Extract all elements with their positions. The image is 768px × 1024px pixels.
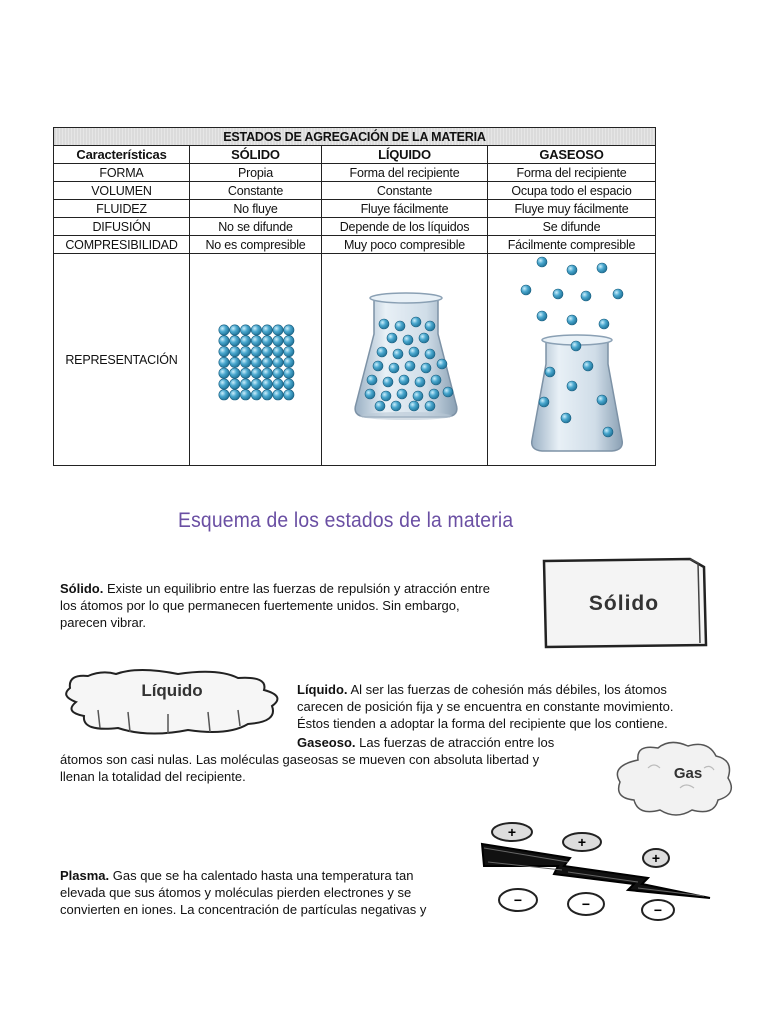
plus-ion-icon	[563, 833, 601, 851]
liquid-line: Éstos tienden a adoptar la forma del recipiente que los contiene.	[297, 716, 668, 731]
particle-icon	[230, 325, 240, 335]
particle-icon	[273, 325, 283, 335]
table-row	[54, 218, 656, 236]
plus-ion-icon	[643, 849, 669, 867]
liquid-cloud-icon	[58, 666, 288, 740]
states-table	[53, 127, 656, 466]
cell: Fluye fácilmente	[322, 200, 488, 218]
particle-icon	[425, 349, 435, 359]
row-label: DIFUSIÓN	[54, 218, 190, 236]
particle-icon	[581, 291, 591, 301]
particle-icon	[240, 379, 250, 389]
particle-icon	[395, 321, 405, 331]
particle-icon	[409, 347, 419, 357]
particle-icon	[251, 346, 261, 356]
plasma-bolt-icon	[478, 818, 718, 928]
gas-cloud-icon	[608, 738, 738, 820]
particle-icon	[251, 357, 261, 367]
particle-icon	[561, 413, 571, 423]
particle-icon	[391, 401, 401, 411]
cell: Depende de los líquidos	[322, 218, 488, 236]
plus-ion-icon	[492, 823, 532, 841]
particle-icon	[537, 257, 547, 267]
gas-term: Gaseoso.	[297, 735, 356, 750]
particle-icon	[251, 325, 261, 335]
particle-icon	[429, 389, 439, 399]
particle-icon	[383, 377, 393, 387]
particle-icon	[521, 285, 531, 295]
particle-icon	[425, 321, 435, 331]
gas-representation	[488, 254, 656, 466]
particle-icon	[284, 336, 294, 346]
section-heading: Esquema de los estados de la materia	[178, 509, 514, 532]
gas-line: llenan la totalidad del recipiente.	[60, 769, 246, 784]
solid-box-label: Sólido	[588, 592, 660, 615]
cell: Ocupa todo el espacio	[488, 182, 656, 200]
particle-icon	[613, 289, 623, 299]
particle-icon	[553, 289, 563, 299]
particle-icon	[230, 379, 240, 389]
particle-icon	[597, 263, 607, 273]
particle-icon	[251, 336, 261, 346]
liquid-representation	[322, 254, 488, 466]
particle-icon	[415, 377, 425, 387]
particle-icon	[240, 346, 250, 356]
header-gas: GASEOSO	[488, 146, 656, 164]
particle-icon	[273, 357, 283, 367]
particle-icon	[387, 333, 397, 343]
particle-icon	[273, 390, 283, 400]
particle-icon	[381, 391, 391, 401]
particle-icon	[379, 319, 389, 329]
plus-sign: +	[507, 824, 517, 840]
particle-icon	[284, 325, 294, 335]
particle-icon	[219, 336, 229, 346]
particle-icon	[240, 368, 250, 378]
gas-line: átomos son casi nulas. Las moléculas gaseosas se mueven con absoluta libertad y	[60, 752, 540, 767]
particle-icon	[230, 390, 240, 400]
particle-icon	[284, 379, 294, 389]
liquid-line: carecen de posición fija y se encuentra en constante movimiento.	[297, 699, 674, 714]
particle-icon	[262, 336, 272, 346]
particle-icon	[397, 389, 407, 399]
minus-sign: −	[653, 902, 663, 918]
particle-icon	[373, 361, 383, 371]
particle-icon	[219, 368, 229, 378]
cell: Forma del recipiente	[322, 164, 488, 182]
particle-icon	[377, 347, 387, 357]
solid-line: parecen vibrar.	[60, 615, 146, 630]
table-row	[54, 236, 656, 254]
particle-icon	[219, 346, 229, 356]
particle-icon	[284, 368, 294, 378]
table-row	[54, 164, 656, 182]
particle-icon	[262, 325, 272, 335]
particle-icon	[219, 325, 229, 335]
gas-paragraph	[60, 751, 600, 785]
plus-sign: +	[651, 850, 661, 866]
particle-icon	[273, 379, 283, 389]
particle-icon	[230, 346, 240, 356]
solid-paragraph	[60, 580, 530, 631]
gas-flask-icon	[488, 254, 656, 462]
particle-icon	[545, 367, 555, 377]
particle-icon	[365, 389, 375, 399]
cell: Fluye muy fácilmente	[488, 200, 656, 218]
particle-icon	[219, 379, 229, 389]
plasma-term: Plasma.	[60, 868, 110, 883]
particle-icon	[251, 368, 261, 378]
liquid-flask-icon	[322, 254, 488, 462]
plus-sign: +	[577, 834, 587, 850]
solid-particles-icon	[190, 254, 322, 462]
gas-line: Las fuerzas de atracción entre los	[355, 735, 555, 750]
gas-cloud-label: Gas	[673, 765, 703, 782]
particle-icon	[421, 363, 431, 373]
particle-icon	[375, 401, 385, 411]
particle-icon	[251, 390, 261, 400]
particle-icon	[219, 390, 229, 400]
particle-icon	[273, 368, 283, 378]
particle-icon	[405, 361, 415, 371]
particle-icon	[399, 375, 409, 385]
particle-icon	[409, 401, 419, 411]
particle-icon	[284, 357, 294, 367]
row-label: REPRESENTACIÓN	[54, 254, 190, 466]
particle-icon	[273, 336, 283, 346]
minus-sign: −	[513, 892, 523, 908]
row-label: FORMA	[54, 164, 190, 182]
particle-icon	[284, 346, 294, 356]
table-title: ESTADOS DE AGREGACIÓN DE LA MATERIA	[54, 128, 656, 146]
cell: Constante	[190, 182, 322, 200]
minus-ion-icon	[499, 889, 537, 911]
minus-ion-icon	[568, 893, 604, 915]
particle-icon	[240, 325, 250, 335]
particle-icon	[567, 315, 577, 325]
minus-ion-icon	[642, 900, 674, 920]
header-characteristics: Características	[54, 146, 190, 164]
cell: Fácilmente compresible	[488, 236, 656, 254]
table-row	[54, 182, 656, 200]
solid-box-icon	[540, 557, 708, 649]
particle-icon	[240, 336, 250, 346]
particle-icon	[389, 363, 399, 373]
particle-icon	[413, 391, 423, 401]
particle-icon	[567, 381, 577, 391]
cell: Forma del recipiente	[488, 164, 656, 182]
header-liquid: LÍQUIDO	[322, 146, 488, 164]
particle-icon	[393, 349, 403, 359]
particle-icon	[230, 336, 240, 346]
particle-icon	[603, 427, 613, 437]
minus-sign: −	[581, 896, 591, 912]
particle-icon	[230, 368, 240, 378]
solid-representation	[190, 254, 322, 466]
particle-icon	[425, 401, 435, 411]
particle-icon	[583, 361, 593, 371]
representation-row	[54, 254, 656, 466]
liquid-line: Al ser las fuerzas de cohesión más débiles, los átomos	[347, 682, 667, 697]
solid-line: los átomos por lo que permanecen fuertemente unidos. Sin embargo,	[60, 598, 460, 613]
header-solid: SÓLIDO	[190, 146, 322, 164]
particle-icon	[262, 357, 272, 367]
particle-icon	[599, 319, 609, 329]
particle-icon	[284, 390, 294, 400]
cell: Constante	[322, 182, 488, 200]
liquid-term: Líquido.	[297, 682, 348, 697]
particle-icon	[419, 333, 429, 343]
particle-icon	[537, 311, 547, 321]
liquid-cloud-label: Líquido	[141, 681, 203, 700]
particle-icon	[403, 335, 413, 345]
liquid-paragraph	[297, 681, 717, 732]
row-label: VOLUMEN	[54, 182, 190, 200]
plasma-line: convierten en iones. La concentración de partículas negativas y	[60, 902, 427, 917]
particle-icon	[567, 265, 577, 275]
particle-icon	[273, 346, 283, 356]
solid-term: Sólido.	[60, 581, 104, 596]
particle-icon	[240, 357, 250, 367]
row-label: FLUIDEZ	[54, 200, 190, 218]
solid-line: Existe un equilibrio entre las fuerzas de repulsión y atracción entre	[103, 581, 490, 596]
plasma-paragraph	[60, 867, 460, 918]
cell: Propia	[190, 164, 322, 182]
particle-icon	[230, 357, 240, 367]
particle-icon	[240, 390, 250, 400]
particle-icon	[262, 390, 272, 400]
gas-first-line	[297, 734, 597, 751]
particle-icon	[437, 359, 447, 369]
plasma-line: Gas que se ha calentado hasta una temperatura tan	[109, 868, 414, 883]
particle-icon	[571, 341, 581, 351]
particle-icon	[539, 397, 549, 407]
particle-icon	[597, 395, 607, 405]
particle-icon	[262, 346, 272, 356]
particle-icon	[431, 375, 441, 385]
cell: No es compresible	[190, 236, 322, 254]
particle-icon	[219, 357, 229, 367]
cell: No se difunde	[190, 218, 322, 236]
cell: No fluye	[190, 200, 322, 218]
particle-icon	[367, 375, 377, 385]
particle-icon	[251, 379, 261, 389]
plasma-line: elevada que sus átomos y moléculas pierden electrones y se	[60, 885, 412, 900]
particle-icon	[262, 379, 272, 389]
particle-icon	[443, 387, 453, 397]
particle-icon	[262, 368, 272, 378]
cell: Muy poco compresible	[322, 236, 488, 254]
cell: Se difunde	[488, 218, 656, 236]
particle-icon	[411, 317, 421, 327]
table-row	[54, 200, 656, 218]
row-label: COMPRESIBILIDAD	[54, 236, 190, 254]
